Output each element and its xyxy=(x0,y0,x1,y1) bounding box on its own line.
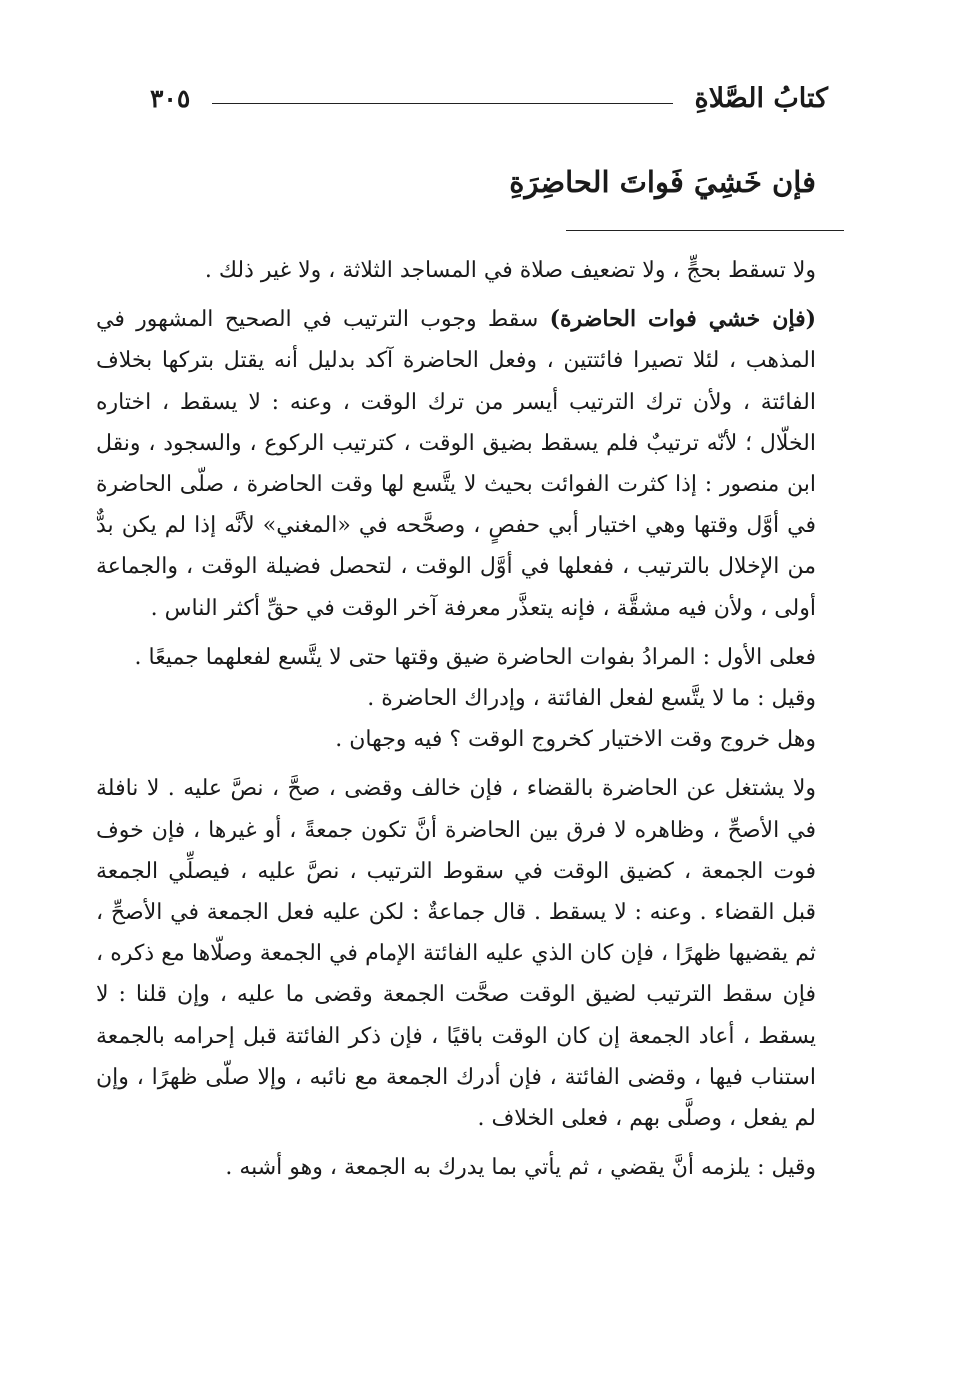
section-rule xyxy=(566,230,844,231)
paragraph-text: ولا يشتغل عن الحاضرة بالقضاء ، فإن خالف وقضى ، صحَّ ، نصَّ عليه . لا نافلة في الأصحِّ ، وظاهره لا فرق بين الحاضرة أنَّ تكون جمعةً ، أو غيرها ، فإن خوف فوت الجمعة ، كضيق الوقت في سقوط الترتيب ، نصَّ عليه ، فيصلِّي الجمعة قبل القضاء . وعنه : لا يسقط . قال جماعةٌ : لكن عليه فعل الجمعة في الأصحِّ ، ثم يقضيها ظهرًا ، فإن كان الذي عليه الفائتة الإمام في الجمعة وصلّاها مع ذكره ، فإن سقط الترتيب لضيق الوقت صحَّت الجمعة وقضى ما عليه ، وإن قلنا : لا يسقط ، أعاد الجمعة إن كان الوقت باقيًا ، فإن ذكر الفائتة قبل إحرامه بالجمعة استناب فيها ، وقضى الفائتة ، فإن أدرك الجمعة مع نائبه ، وإلا صلّى ظهرًا ، وإن لم يفعل ، وصلَّى بهم ، فعلى الخلاف . xyxy=(96,776,816,1132)
paragraph xyxy=(96,637,860,678)
page-header xyxy=(150,78,828,118)
paragraph-text: سقط وجوب الترتيب في الصحيح المشهور في المذهب ، لئلا تصيرا فائتتين ، وفعل الحاضرة آكد بدليل أنه يقتل بتركها بخلاف الفائتة ، ولأن ترك الترتيب أيسر من ترك الوقت ، وعنه : لا يسقط ، اختاره الخلّال ؛ لأنّه ترتيبٌ فلم يسقط بضيق الوقت ، كترتيب الركوع ، والسجود ، ونقل ابن منصور : إذا كثرت الفوائت بحيث لا يتَّسع لها وقت الحاضرة ، صلّى الحاضرة في أوَّل وقتها وهي اختيار أبي حفصٍ ، وصحَّحه في «المغني» لأنَّه إذا لم يكن بدٌّ من الإخلال بالترتيب ، ففعلها في أوَّل الوقت ، لتحصل فضيلة الوقت ، والجماعة أولى ، ولأن فيه مشقَّة ، فإنه يتعذَّر معرفة آخر الوقت في حقِّ أكثر الناس . xyxy=(96,307,816,621)
paragraph xyxy=(96,250,860,291)
lead-bracket-open: ( xyxy=(805,306,817,333)
header-rule xyxy=(212,103,672,104)
body-text xyxy=(96,250,860,1196)
paragraph-text: ولا تسقط بحجٍّ ، ولا تضعيف صلاة في المساجد الثلاثة ، ولا غير ذلك . xyxy=(204,258,816,283)
paragraph xyxy=(96,768,860,1139)
lead-bracket-close: ) xyxy=(549,306,561,333)
paragraph xyxy=(96,678,860,719)
paragraph xyxy=(96,719,860,760)
section-heading: فإن خَشِيَ فَواتَ الحاضِرَةِ xyxy=(509,165,816,199)
paragraph-text: وقيل : يلزمه أنَّ يقضي ، ثم يأتي بما يدرك به الجمعة ، وهو أشبه . xyxy=(225,1155,816,1181)
paragraph xyxy=(96,299,860,629)
running-title: كتابُ الصَّلاةِ xyxy=(694,82,828,114)
paragraph-text: وقيل : ما لا يتَّسع لفعل الفائتة ، وإدراك الحاضرة . xyxy=(367,686,816,712)
paragraph-text: وهل خروج وقت الاختيار كخروج الوقت ؟ فيه وجهان . xyxy=(335,727,816,753)
page-number: ٣٠٥ xyxy=(150,83,191,113)
lead-phrase: فإن خشي فوات الحاضرة xyxy=(560,306,806,333)
paragraph xyxy=(96,1147,860,1188)
paragraph-text: فعلى الأول : المرادُ بفوات الحاضرة ضيق وقتها حتى لا يتَّسع لفعلهما جميعًا . xyxy=(134,644,816,670)
